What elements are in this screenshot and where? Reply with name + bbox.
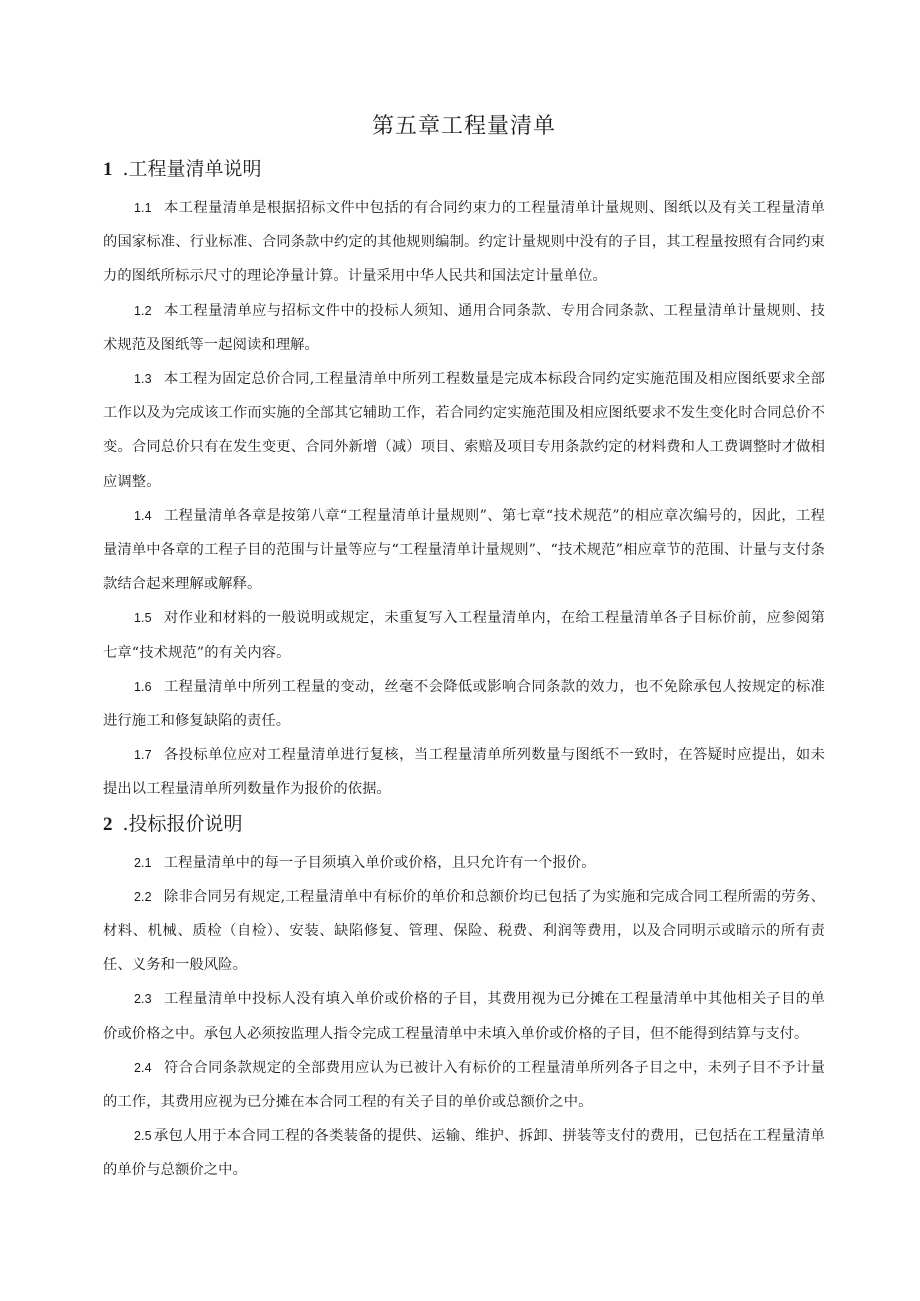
- clause-1-1: [103, 191, 825, 294]
- clause-2-5: [103, 1119, 825, 1187]
- clause-2-1: [103, 846, 825, 880]
- clause-text: 工程量清单中投标人没有填入单价或价格的子目，其费用视为已分摊在工程量清单中其他相关子目的单价或价格之中。承包人必须按监理人指令完成工程量清单中未填入单价或价格的子目，但不能得到结算与支付。: [103, 991, 825, 1042]
- clause-number: 2.3: [134, 992, 152, 1007]
- clause-2-4: [103, 1051, 825, 1119]
- document-page: [103, 108, 825, 1188]
- clause-text: 各投标单位应对工程量清单进行复核，当工程量清单所列数量与图纸不一致时，在答疑时应提出，如未提出以工程量清单所列数量作为报价的依据。: [103, 747, 825, 798]
- clause-1-7: [103, 738, 825, 806]
- clause-1-3: [103, 362, 825, 499]
- clause-text: 承包人用于本合同工程的各类装备的提供、运输、维护、拆卸、拼装等支付的费用，已包括在工程量清单的单价与总额价之中。: [103, 1128, 825, 1179]
- clause-2-3: [103, 982, 825, 1050]
- clause-1-5: [103, 601, 825, 669]
- chapter-title: 第五章工程量清单: [371, 114, 556, 139]
- clause-text: 工程量清单中的每一子目须填入单价或价格，且只允许有一个报价。: [163, 854, 596, 871]
- section-title: .工程量清单说明: [122, 158, 262, 180]
- clause-number: 2.2: [134, 889, 152, 904]
- section-number: 2: [103, 813, 113, 835]
- clause-number: 2.5: [134, 1129, 152, 1144]
- clause-text: 本工程量清单是根据招标文件中包括的有合同约束力的工程量清单计量规则、图纸以及有关工程量清单的国家标准、行业标准、合同条款中约定的其他规则编制。约定计量规则中没有的子目，其工程量按照有合同约束力的图纸所标示尺寸的理论净量计算。计量采用中华人民共和国法定计量单位。: [103, 200, 825, 285]
- clause-number: 1.3: [134, 372, 152, 387]
- clause-text: 本工程量清单应与招标文件中的投标人须知、通用合同条款、专用合同条款、工程量清单计量规则、技术规范及图纸等一起阅读和理解。: [103, 302, 825, 353]
- clause-text: 对作业和材料的一般说明或规定，未重复写入工程量清单内，在给工程量清单各子目标价前，应参阅第七章“技术规范”的有关内容。: [103, 610, 825, 661]
- clause-number: 2.4: [134, 1060, 152, 1075]
- clause-number: 1.6: [134, 679, 152, 694]
- clause-text: 工程量清单各章是按第八章“工程量清单计量规则”、第七章“技术规范”的相应章次编号的，因此，工程量清单中各章的工程子目的范围与计量等应与“工程量清单计量规则”、“技术规范”相应章节的范围、计量与支付条款结合起来理解或解释。: [103, 507, 825, 593]
- clause-number: 1.2: [134, 303, 152, 318]
- clause-2-2: [103, 880, 825, 983]
- clause-text: 除非合同另有规定,工程量清单中有标价的单价和总额价均已包括了为实施和完成合同工程所需的劳务、材料、机械、质检（自检）、安装、缺陷修复、管理、保险、税费、利润等费用，以及合同明示或暗示的所有责任、义务和一般风险。: [103, 888, 825, 974]
- clause-text: 本工程为固定总价合同,工程量清单中所列工程数量是完成本标段合同约定实施范围及相应图纸要求全部工作以及为完成该工作而实施的全部其它辅助工作，若合同约定实施范围及相应图纸要求不发生变化时合同总价不变。合同总价只有在发生变更、合同外新增（减）项目、索赔及项目专用条款约定的材料费和人工费调整时才做相应调整。: [103, 371, 825, 490]
- section-number: 1: [103, 159, 113, 180]
- clause-number: 1.5: [134, 611, 152, 626]
- clause-1-2: [103, 294, 825, 362]
- clause-number: 1.7: [134, 748, 152, 763]
- clause-1-6: [103, 670, 825, 738]
- section-heading-1: [103, 154, 825, 185]
- section-title: .投标报价说明: [122, 812, 243, 835]
- clause-number: 1.4: [134, 508, 152, 523]
- clause-text: 工程量清单中所列工程量的变动，丝毫不会降低或影响合同条款的效力，也不免除承包人按规定的标准进行施工和修复缺陷的责任。: [103, 678, 825, 730]
- clause-1-4: [103, 499, 825, 602]
- clause-number: 1.1: [134, 201, 152, 215]
- clause-text: 符合合同条款规定的全部费用应认为已被计入有标价的工程量清单所列各子目之中，未列子目不予计量的工作，其费用应视为已分摊在本合同工程的有关子目的单价或总额价之中。: [103, 1059, 825, 1111]
- section-heading-2: [103, 809, 825, 840]
- clause-number: 2.1: [134, 855, 152, 870]
